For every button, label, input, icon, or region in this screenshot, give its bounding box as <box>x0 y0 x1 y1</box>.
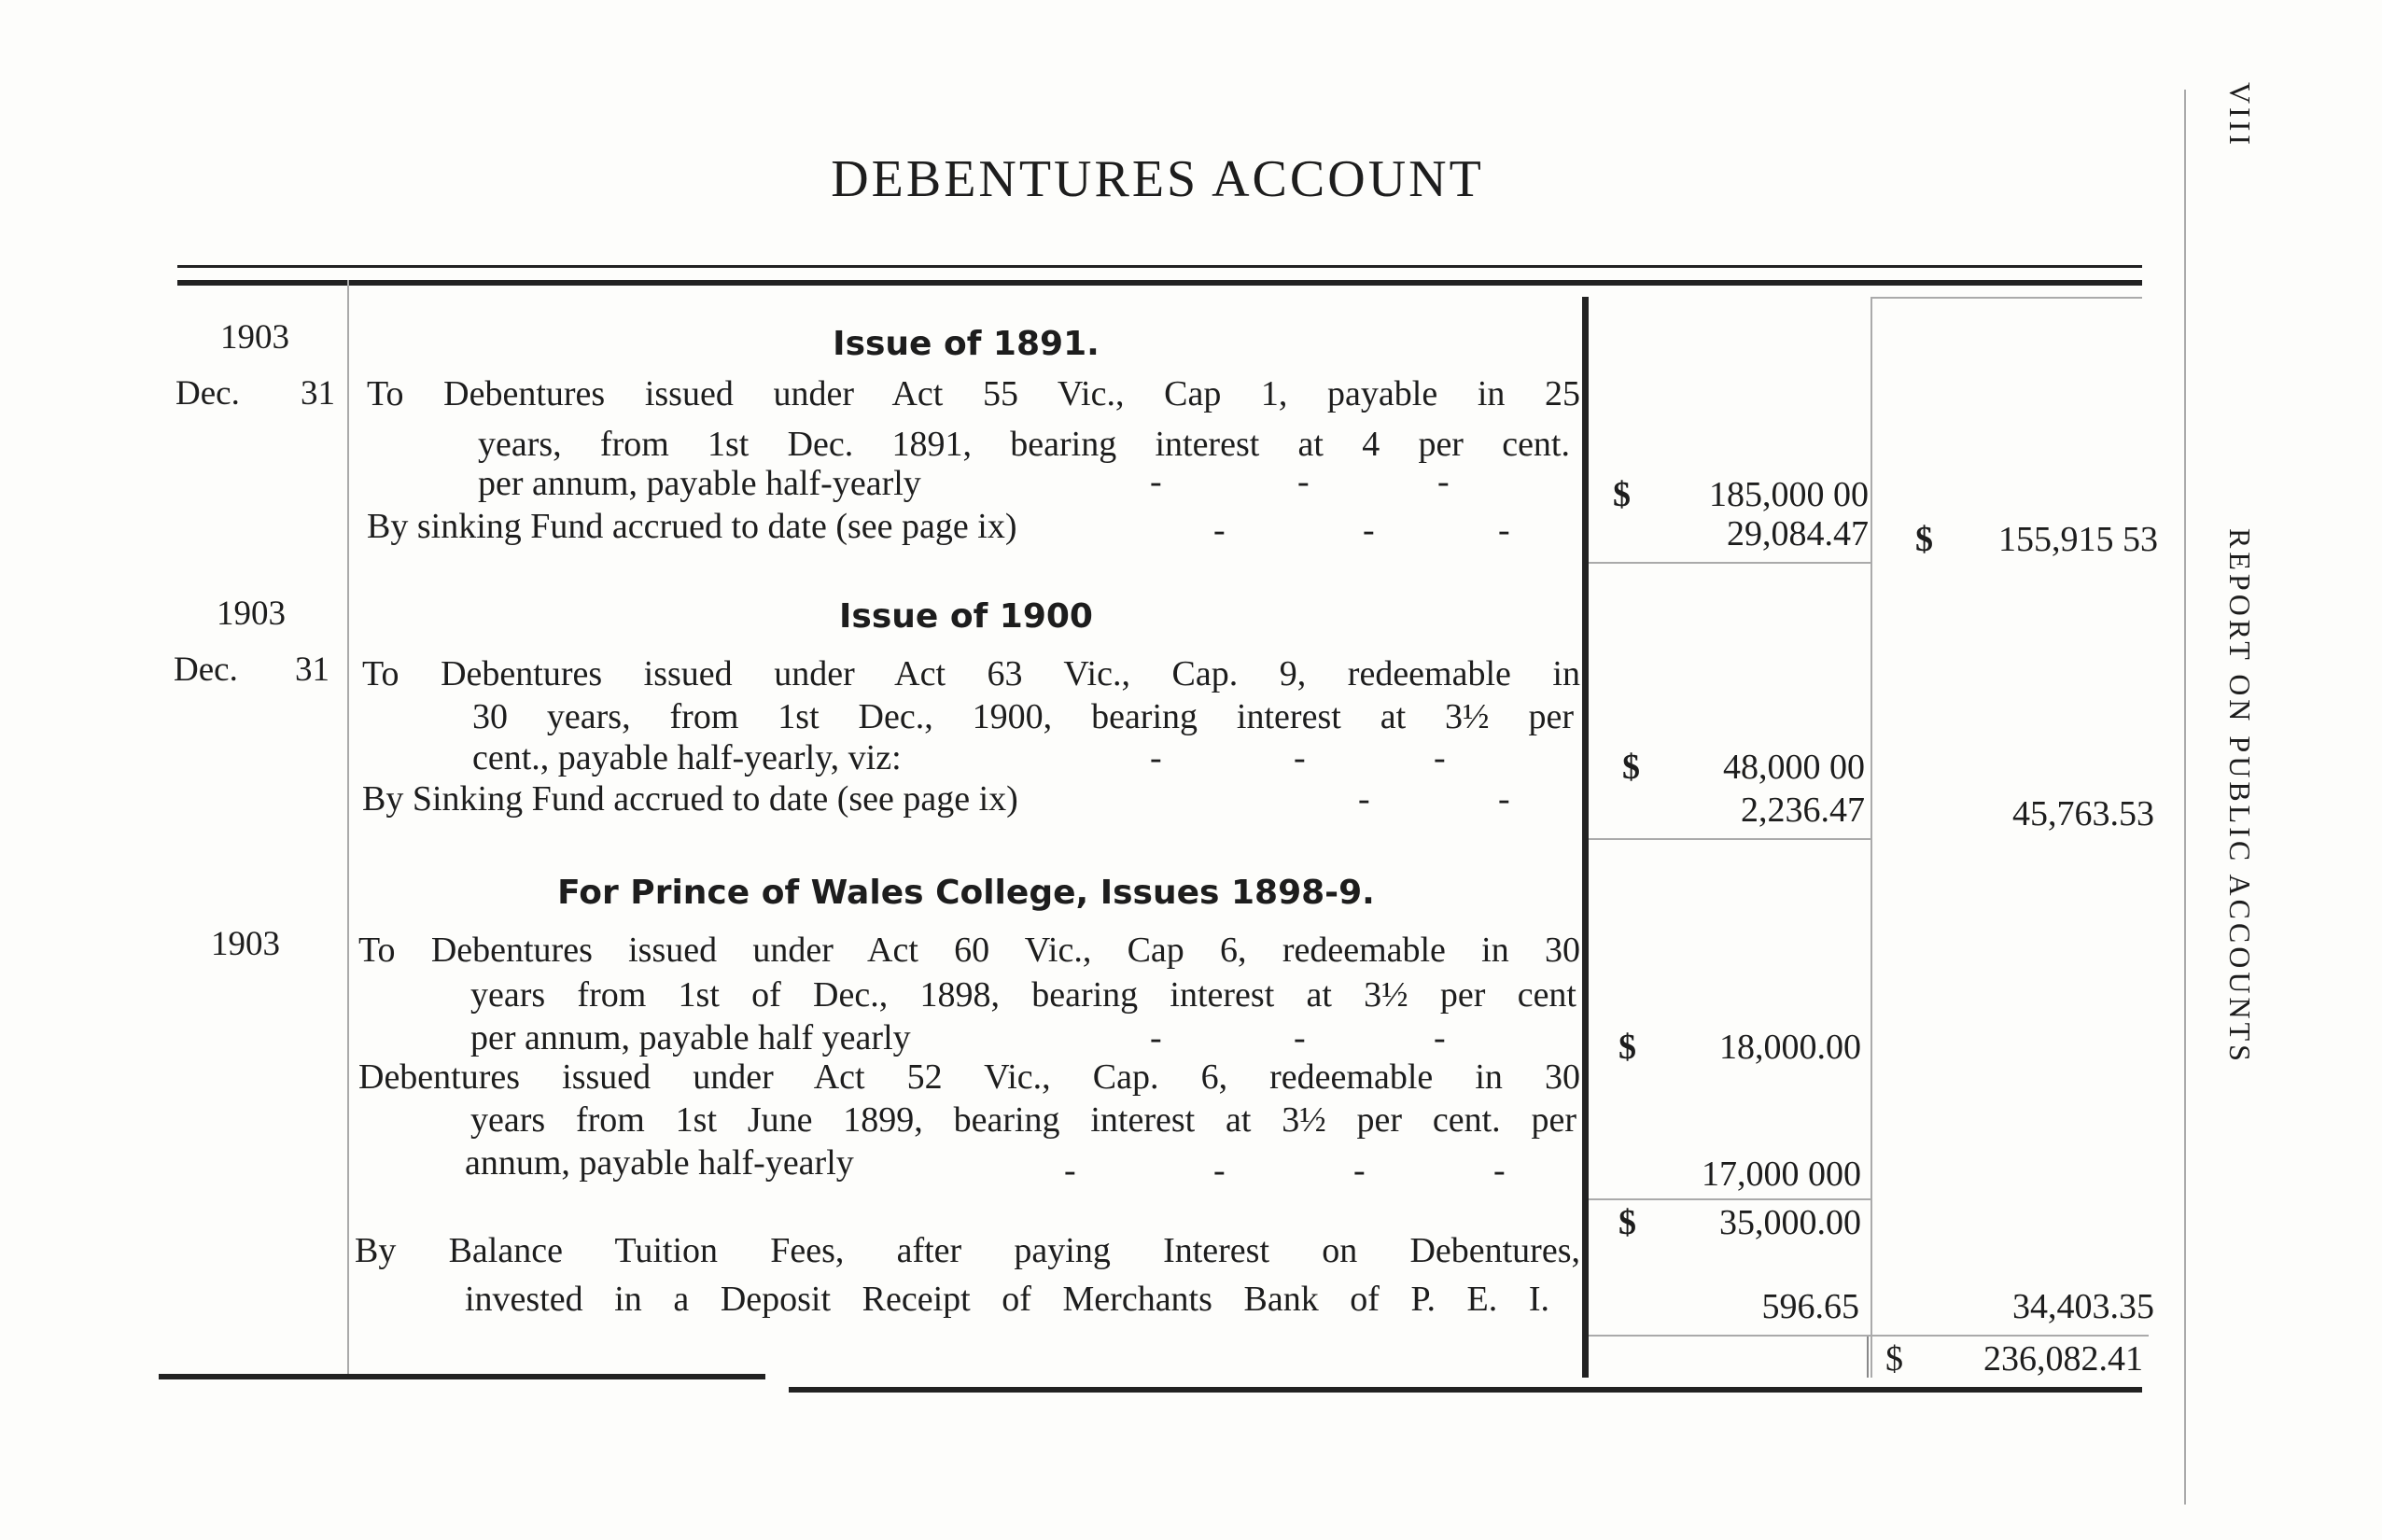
header-rule-thick <box>177 280 2142 286</box>
amount: 29,084.47 <box>1727 514 1869 553</box>
entry-line: per annum, payable half yearly <box>470 1018 911 1057</box>
page-margin-rule <box>2184 90 2186 1505</box>
leader-dash: - <box>1358 779 1370 819</box>
amount: 185,000 00 <box>1709 475 1869 514</box>
page-title: DEBENTURES ACCOUNT <box>831 150 1484 208</box>
entry-line: years from 1st of Dec., 1898, bearing interest at 3½ per cent <box>470 975 1576 1015</box>
side-label: REPORT ON PUBLIC ACCOUNTS <box>2223 528 2257 1065</box>
leader-dash: - <box>1498 511 1510 550</box>
footer-rule-left <box>159 1374 765 1379</box>
header-rule-right <box>1871 297 2142 299</box>
leader-dash: - <box>1294 1018 1306 1057</box>
subtotal-amount: 35,000.00 <box>1719 1203 1861 1242</box>
leader-dash: - <box>1434 1018 1446 1057</box>
section-heading: Issue of 1891. <box>833 325 1100 363</box>
section-month: Dec. <box>174 651 238 689</box>
entry-line: annum, payable half-yearly <box>465 1143 854 1183</box>
leader-dash: - <box>1064 1151 1076 1190</box>
text-column-divider <box>1582 297 1589 1378</box>
leader-dash: - <box>1150 738 1162 777</box>
amount: 2,236.47 <box>1741 791 1865 830</box>
subtotal-rule <box>1589 1198 1871 1200</box>
amount: 18,000.00 <box>1719 1028 1861 1067</box>
amount: 17,000 000 <box>1702 1155 1861 1194</box>
amount: 48,000 00 <box>1723 748 1865 787</box>
leader-dash: - <box>1150 1018 1162 1057</box>
entry-line: 30 years, from 1st Dec., 1900, bearing interest at 3½ per <box>472 697 1574 736</box>
subtotal-rule <box>1589 838 1871 840</box>
section-heading: For Prince of Wales College, Issues 1898-9. <box>557 874 1375 912</box>
dollar-sign: $ <box>1622 748 1640 787</box>
leader-dash: - <box>1213 1151 1226 1190</box>
leader-dash: - <box>1434 738 1446 777</box>
leader-dash: - <box>1213 511 1226 550</box>
section-year: 1903 <box>217 595 286 633</box>
entry-line: years, from 1st Dec. 1891, bearing interest at 4 per cent. <box>478 425 1570 464</box>
entry-line: By Balance Tuition Fees, after paying Interest on Debentures, <box>355 1231 1580 1270</box>
dollar-sign: $ <box>1915 520 1933 559</box>
header-rule-thin <box>177 265 2142 268</box>
dollar-sign: $ <box>1885 1339 1903 1379</box>
leader-dash: - <box>1363 511 1375 550</box>
entry-line: years from 1st June 1899, bearing interest at 3½ per cent. per <box>470 1100 1576 1140</box>
section-year: 1903 <box>220 318 289 357</box>
leader-dash: - <box>1353 1151 1366 1190</box>
entry-line: By sinking Fund accrued to date (see page ix) <box>367 507 1017 546</box>
total-rule <box>1589 1335 2149 1337</box>
leader-dash: - <box>1294 738 1306 777</box>
amount-column-divider <box>1871 297 1872 1378</box>
leader-dash: - <box>1437 462 1450 501</box>
leader-dash: - <box>1498 779 1510 819</box>
dollar-sign: $ <box>1613 475 1631 514</box>
subtotal-rule <box>1589 562 1871 564</box>
entry-line: To Debentures issued under Act 55 Vic., Cap 1, payable in 25 <box>367 374 1580 413</box>
net-amount: 34,403.35 <box>2012 1287 2154 1326</box>
amount: 596.65 <box>1761 1287 1859 1326</box>
net-amount: 155,915 53 <box>1998 520 2158 559</box>
section-heading: Issue of 1900 <box>839 597 1093 636</box>
entry-line: cent., payable half-yearly, viz: <box>472 738 902 777</box>
entry-line: per annum, payable half-yearly <box>478 464 921 503</box>
section-month: Dec. <box>175 374 240 413</box>
dollar-sign: $ <box>1618 1028 1636 1067</box>
entry-line: To Debentures issued under Act 60 Vic., Cap 6, redeemable in 30 <box>358 931 1580 970</box>
grand-total: 236,082.41 <box>1983 1339 2143 1379</box>
entry-line: invested in a Deposit Receipt of Merchants Bank of P. E. I. <box>465 1280 1549 1319</box>
footer-rule-right <box>789 1387 2142 1393</box>
section-day: 31 <box>295 651 329 689</box>
entry-line: To Debentures issued under Act 63 Vic., Cap. 9, redeemable in <box>362 654 1580 693</box>
net-amount: 45,763.53 <box>2012 794 2154 833</box>
entry-line: By Sinking Fund accrued to date (see page ix) <box>362 779 1018 819</box>
section-year: 1903 <box>211 925 280 963</box>
dollar-sign: $ <box>1618 1203 1636 1242</box>
leader-dash: - <box>1493 1151 1506 1190</box>
section-day: 31 <box>301 374 335 413</box>
entry-line: Debentures issued under Act 52 Vic., Cap. 6, redeemable in 30 <box>358 1057 1580 1097</box>
leader-dash: - <box>1297 462 1310 501</box>
date-column-divider <box>347 280 349 1374</box>
page-number: VIII <box>2223 82 2257 149</box>
total-tick <box>1867 1337 1869 1378</box>
leader-dash: - <box>1150 462 1162 501</box>
